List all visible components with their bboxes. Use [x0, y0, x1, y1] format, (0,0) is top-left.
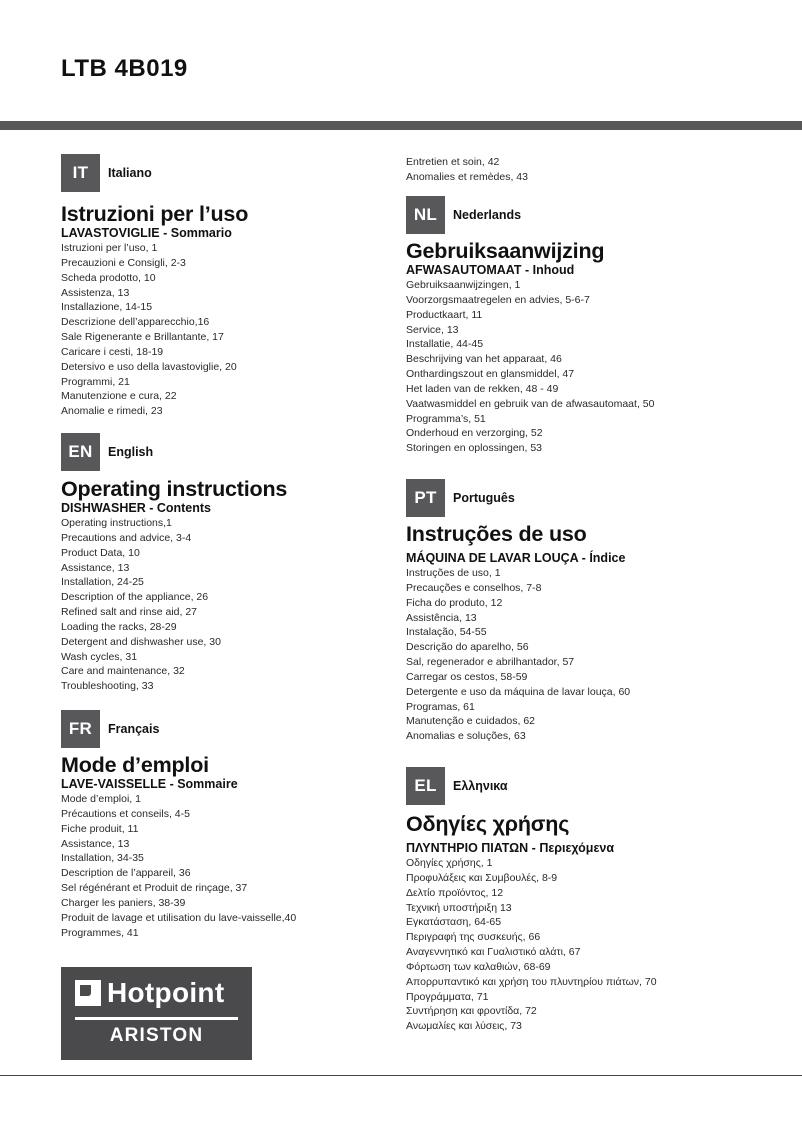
toc-item: Troubleshooting, 33 [61, 680, 154, 693]
toc-item: Anomalie e rimedi, 23 [61, 405, 163, 418]
language-label-en [61, 433, 287, 471]
toc-item: Manutenzione e cura, 22 [61, 390, 177, 403]
toc-item: Detergent and dishwasher use, 30 [61, 635, 221, 648]
toc-item: Assistance, 13 [61, 837, 130, 850]
language-name: Italiano [108, 166, 152, 180]
toc-item: Operating instructions,1 [61, 517, 172, 529]
toc-item: Installation, 34-35 [61, 852, 144, 865]
language-name: English [108, 445, 154, 459]
toc-item: Assistência, 13 [406, 611, 477, 624]
toc-item: Sel régénérant et Produit de rinçage, 37 [61, 882, 248, 895]
toc-item: Service, 13 [406, 323, 459, 336]
toc-item: Product Data, 10 [61, 546, 140, 559]
toc-item: Προγράμματα, 71 [406, 990, 489, 1003]
section-subtitle: AFWASAUTOMAAT - Inhoud [406, 263, 575, 277]
section-en [61, 433, 287, 694]
toc-item: Refined salt and rinse aid, 27 [61, 606, 198, 619]
toc-item: Τεχνική υποστήριξη 13 [406, 901, 512, 914]
toc-item: Manutenção e cuidados, 62 [406, 715, 536, 728]
toc-item: Detersivo e uso della lavastoviglie, 20 [61, 360, 237, 373]
toc-item: Instruções de uso, 1 [406, 567, 501, 579]
logo-sub-text: ARISTON [109, 1025, 204, 1046]
toc-item: Description of the appliance, 26 [61, 591, 209, 604]
language-name: Ελληνικα [453, 779, 508, 793]
section-subtitle: LAVE-VAISSELLE - Sommaire [61, 777, 238, 791]
section-nl [406, 196, 654, 456]
section-title: Mode d’emploi [61, 753, 209, 777]
toc-item: Ανωμαλίες και λύσεις, 73 [406, 1020, 522, 1033]
toc-item: Wash cycles, 31 [61, 650, 138, 663]
toc-item: Installation, 24-25 [61, 576, 144, 589]
toc-list [406, 155, 528, 185]
toc-item: Οδηγίες χρήσης, 1 [406, 857, 493, 869]
section-title: Οδηγίες χρήσης [406, 812, 570, 836]
toc-item: Onthardingszout en glansmiddel, 47 [406, 368, 575, 381]
section-subtitle: MÁQUINA DE LAVAR LOUÇA - Índice [406, 551, 626, 565]
toc-item: Het laden van de rekken, 48 - 49 [406, 382, 559, 395]
toc-item: Anomalias e soluções, 63 [406, 730, 526, 743]
section-pt [406, 479, 630, 744]
section-subtitle: LAVASTOVIGLIE - Sommario [61, 226, 232, 240]
language-code-badge: IT [61, 154, 100, 192]
language-name: Nederlands [453, 208, 522, 222]
toc-item: Loading the racks, 28-29 [61, 620, 177, 633]
toc-item: Αναγεννητικό και Γυαλιστικό αλάτι, 67 [406, 946, 581, 959]
toc-item: Installatie, 44-45 [406, 338, 484, 351]
section-it [61, 154, 248, 419]
toc-list [406, 856, 657, 1034]
header-divider [0, 121, 802, 130]
toc-list [61, 241, 248, 419]
toc-item: Gebruiksaanwijzingen, 1 [406, 279, 521, 291]
toc-item: Onderhoud en verzorging, 52 [406, 427, 543, 440]
language-name: Français [108, 722, 160, 736]
toc-list [406, 566, 630, 744]
section-title: Gebruiksaanwijzing [406, 239, 605, 263]
section-title: Istruzioni per l’uso [61, 202, 249, 226]
toc-item: Descrição do aparelho, 56 [406, 641, 529, 654]
language-label-pt [406, 479, 630, 517]
language-label-fr [61, 710, 296, 748]
language-code-badge: FR [61, 710, 100, 748]
toc-item: Description de l’appareil, 36 [61, 867, 191, 880]
language-label-it [61, 154, 248, 192]
toc-item: Vaatwasmiddel en gebruik van de afwasautomaat, 50 [406, 397, 655, 410]
section-subtitle: DISHWASHER - Contents [61, 501, 211, 515]
toc-item: Programmi, 21 [61, 375, 130, 388]
toc-list [406, 278, 654, 456]
toc-item: Fiche produit, 11 [61, 822, 139, 835]
toc-item: Assistance, 13 [61, 561, 130, 574]
toc-item: Anomalies et remèdes, 43 [406, 170, 528, 183]
toc-item: Beschrijving van het apparaat, 46 [406, 353, 562, 366]
toc-item: Précautions et conseils, 4-5 [61, 807, 190, 820]
toc-item: Storingen en oplossingen, 53 [406, 442, 543, 455]
section-subtitle: ΠΛΥΝΤΗΡΙΟ ΠΙΑΤΩΝ - Περιεχόμενα [406, 841, 615, 855]
model-title: LTB 4B019 [61, 55, 188, 82]
toc-item: Precauzioni e Consigli, 2-3 [61, 256, 186, 269]
language-code-badge: EN [61, 433, 100, 471]
toc-item: Productkaart, 11 [406, 308, 483, 321]
toc-item: Detergente e uso da máquina de lavar louça, 60 [406, 685, 631, 698]
toc-item: Περιγραφή της συσκευής, 66 [406, 931, 541, 944]
toc-item: Installazione, 14-15 [61, 301, 153, 314]
toc-item: Εγκατάσταση, 64-65 [406, 916, 502, 929]
toc-item: Φόρτωση των καλαθιών, 68-69 [406, 960, 551, 973]
language-code-badge: PT [406, 479, 445, 517]
toc-item: Δελτίο προϊόντος, 12 [406, 886, 504, 899]
logo-divider [75, 1017, 238, 1020]
section-title: Instruções de uso [406, 522, 587, 546]
language-label-nl [406, 196, 654, 234]
logo-mark-icon [75, 980, 101, 1006]
toc-item: Scheda prodotto, 10 [61, 271, 156, 284]
toc-item: Produit de lavage et utilisation du lave-vaisselle,40 [61, 911, 297, 924]
toc-item: Sal, regenerador e abrilhantador, 57 [406, 656, 575, 669]
section-el [406, 767, 657, 1034]
toc-item: Instalação, 54-55 [406, 626, 487, 639]
toc-list [61, 792, 296, 940]
toc-item: Entretien et soin, 42 [406, 156, 500, 168]
toc-item: Programma’s, 51 [406, 412, 486, 425]
toc-item: Carregar os cestos, 58-59 [406, 670, 528, 683]
toc-item: Συντήρηση και φροντίδα, 72 [406, 1005, 537, 1018]
toc-item: Sale Rigenerante e Brillantante, 17 [61, 331, 224, 344]
language-label-el [406, 767, 657, 805]
section-fr [61, 710, 296, 940]
toc-item: Istruzioni per l’uso, 1 [61, 242, 158, 254]
toc-item: Precautions and advice, 3-4 [61, 531, 192, 544]
toc-list [61, 516, 287, 694]
language-name: Português [453, 491, 515, 505]
hotpoint-ariston-logo [61, 967, 252, 1060]
section-title: Operating instructions [61, 477, 288, 501]
logo-brand-text: Hotpoint [107, 977, 225, 1008]
toc-item: Ficha do produto, 12 [406, 596, 503, 609]
toc-item: Descrizione dell’apparecchio,16 [61, 316, 210, 329]
toc-item: Charger les paniers, 38-39 [61, 896, 186, 909]
toc-item: Προφυλάξεις και Συμβουλές, 8-9 [406, 871, 558, 884]
toc-item: Caricare i cesti, 18-19 [61, 345, 164, 358]
toc-item: Programmes, 41 [61, 926, 139, 939]
toc-item: Απορρυπαντικό και χρήση του πλυντηρίου πιάτων, 70 [406, 975, 657, 988]
toc-item: Care and maintenance, 32 [61, 665, 185, 678]
toc-item: Voorzorgsmaatregelen en advies, 5-6-7 [406, 293, 590, 306]
toc-item: Programas, 61 [406, 700, 475, 713]
toc-item: Assistenza, 13 [61, 286, 130, 299]
language-code-badge: NL [406, 196, 445, 234]
section-fr-continued [406, 155, 528, 185]
toc-item: Precauções e conselhos, 7-8 [406, 581, 542, 594]
toc-item: Mode d’emploi, 1 [61, 793, 141, 805]
footer-divider [0, 1075, 802, 1076]
language-code-badge: EL [406, 767, 445, 805]
